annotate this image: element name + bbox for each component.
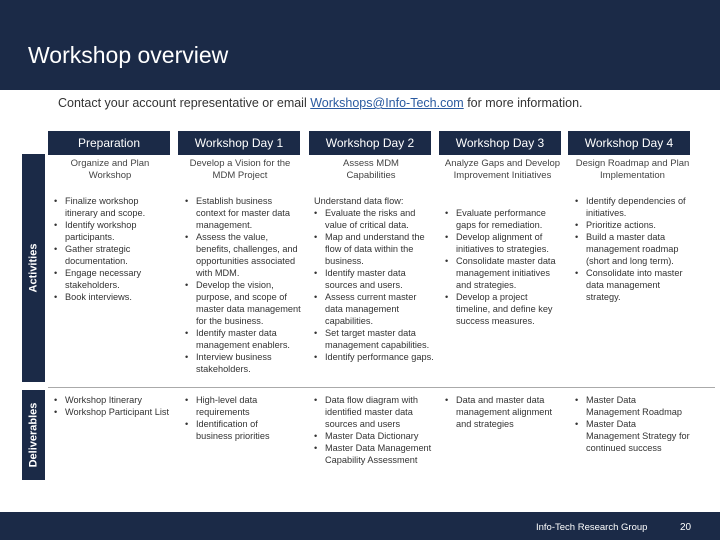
deliverables-list-day-4 [575, 394, 690, 454]
list-item: • Establish business context for master data management. [185, 195, 303, 231]
activities-intro-day-2: Understand data flow: [314, 196, 404, 206]
contact-line [58, 96, 583, 110]
list-item: • Develop alignment of initiatives to strategies. [445, 231, 563, 255]
list-item: • Workshop Participant List [54, 406, 169, 418]
list-item: • Identification of business priorities [185, 418, 285, 442]
email-link[interactable]: Workshops@Info-Tech.com [310, 96, 464, 110]
deliverables-list-day-1 [185, 394, 285, 442]
list-item: • Book interviews. [54, 291, 162, 303]
footer-brand: Info-Tech Research Group [536, 522, 648, 533]
column-subtitle-day-2: Assess MDM Capabilities [343, 158, 399, 181]
list-item: • Master Data Management Strategy for continued success [575, 418, 690, 454]
page-number: 20 [680, 522, 692, 533]
list-item: • High-level data requirements [185, 394, 285, 418]
list-item: • Develop the vision, purpose, and scope of master data management for the business. [185, 279, 303, 327]
list-item: • Identify master data sources and users. [314, 267, 434, 291]
list-item: • Set target master data management capabilities. [314, 327, 434, 351]
deliverables-list-preparation [54, 394, 169, 418]
list-item: • Gather strategic documentation. [54, 243, 162, 267]
column-subtitle-day-4: Design Roadmap and Plan Implementation [575, 158, 690, 181]
list-item: • Identify master data management enablers. [185, 327, 303, 351]
list-item: • Identify dependencies of initiatives. [575, 195, 693, 219]
list-item: • Finalize workshop itinerary and scope. [54, 195, 162, 219]
list-item: • Interview business stakeholders. [185, 351, 303, 375]
list-item: • Assess current master data management capabilities. [314, 291, 434, 327]
list-item: • Identify workshop participants. [54, 219, 162, 243]
column-header-day-3: Workshop Day 3 [439, 131, 561, 155]
row-divider [48, 387, 715, 388]
list-item: • Consolidate master data management initiatives and strategies. [445, 255, 563, 291]
activities-list-preparation [54, 195, 162, 303]
column-header-day-2: Workshop Day 2 [309, 131, 431, 155]
deliverables-list-day-2 [314, 394, 434, 466]
page-title: Workshop overview [28, 42, 229, 68]
column-subtitle-day-3: Analyze Gaps and Develop Improvement Initiatives [444, 158, 561, 181]
column-header-preparation: Preparation [48, 131, 170, 155]
list-item: • Evaluate performance gaps for remediation. [445, 207, 563, 231]
list-item: • Evaluate the risks and value of critical data. [314, 207, 434, 231]
column-subtitle-preparation: Organize and Plan Workshop [70, 158, 150, 181]
contact-suffix: for more information. [463, 96, 583, 110]
contact-prefix: Contact your account representative or email [58, 96, 311, 110]
list-item: • Prioritize actions. [575, 219, 693, 231]
list-item: • Build a master data management roadmap (short and long term). [575, 231, 693, 267]
activities-row-label: Activities [22, 154, 45, 382]
list-item: • Develop a project timeline, and define key success measures. [445, 291, 563, 327]
list-item: • Data flow diagram with identified master data sources and users [314, 394, 434, 430]
list-item: • Data and master data management alignment and strategies [445, 394, 560, 430]
list-item: • Map and understand the flow of data within the business. [314, 231, 434, 267]
list-item: • Engage necessary stakeholders. [54, 267, 162, 291]
activities-list-day-4 [575, 195, 693, 303]
list-item: • Consolidate into master data management strategy. [575, 267, 693, 303]
list-item: • Master Data Dictionary [314, 430, 434, 442]
activities-list-day-3 [445, 207, 563, 327]
list-item: • Assess the value, benefits, challenges, and opportunities associated with MDM. [185, 231, 303, 279]
list-item: • Workshop Itinerary [54, 394, 169, 406]
list-item: • Master Data Management Capability Assessment [314, 442, 434, 466]
column-subtitle-day-1: Develop a Vision for the MDM Project [189, 158, 291, 181]
deliverables-row-label: Deliverables [22, 390, 45, 480]
column-header-day-4: Workshop Day 4 [568, 131, 690, 155]
activities-list-day-1 [185, 195, 303, 375]
deliverables-list-day-3 [445, 394, 560, 430]
list-item: • Master Data Management Roadmap [575, 394, 690, 418]
activities-list-day-2 [314, 207, 434, 363]
column-header-day-1: Workshop Day 1 [178, 131, 300, 155]
list-item: • Identify performance gaps. [314, 351, 434, 363]
